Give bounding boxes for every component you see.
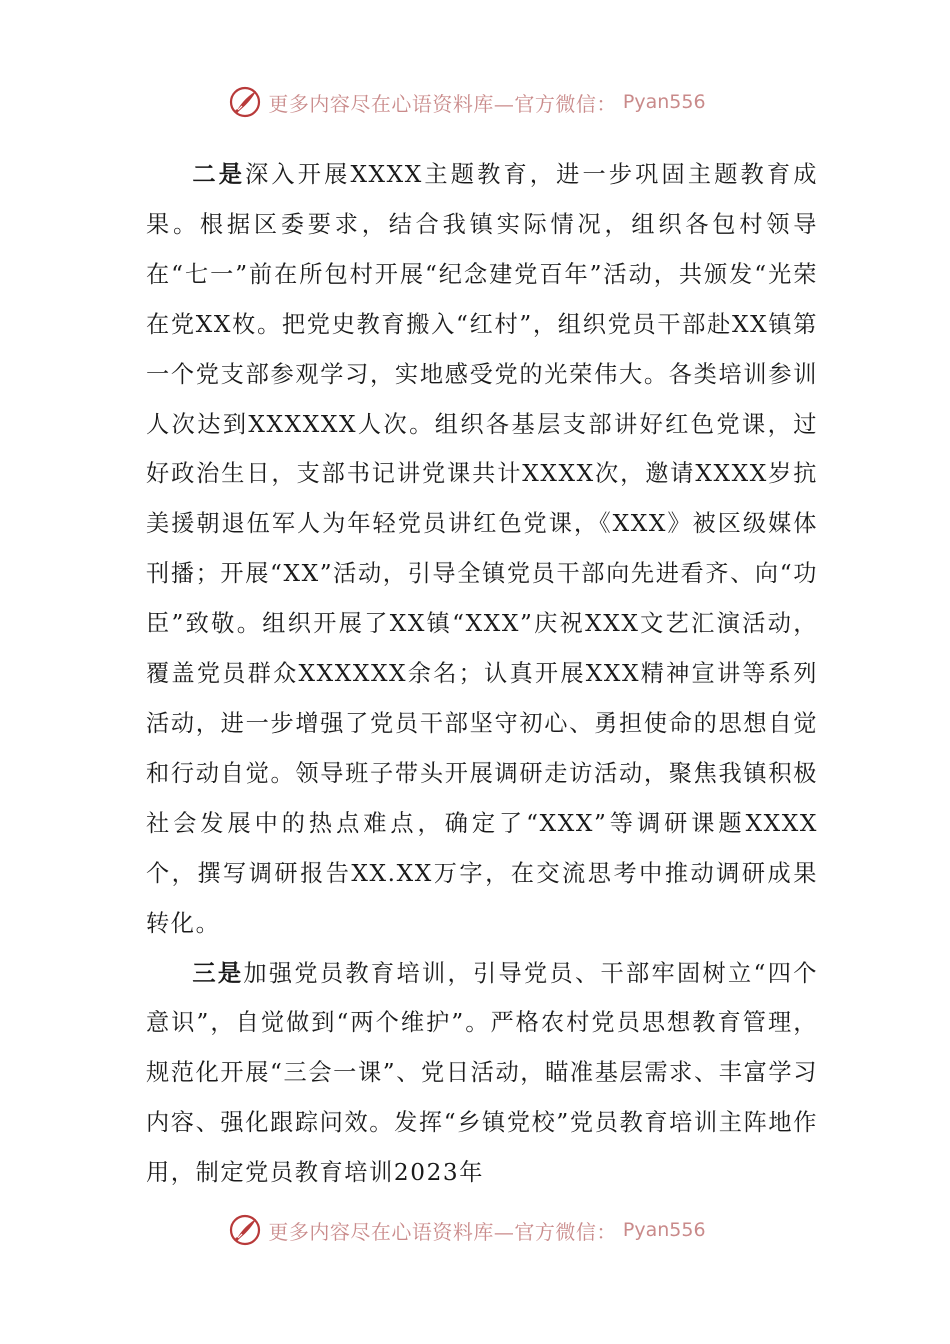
paragraph-three-lead: 三是 xyxy=(192,959,244,987)
header-banner-wechat-id: Pyan556 xyxy=(622,91,706,113)
paragraph-two xyxy=(146,150,818,949)
footer-banner-text: 更多内容尽在心语资料库—官方微信： xyxy=(268,1219,617,1244)
quill-pen-icon xyxy=(228,1213,262,1247)
header-banner-inner xyxy=(228,85,705,119)
footer-banner-wechat-id: Pyan556 xyxy=(622,1219,706,1241)
header-banner-text: 更多内容尽在心语资料库—官方微信： xyxy=(268,91,617,116)
paragraph-three xyxy=(146,949,818,1199)
document-body xyxy=(146,150,818,1198)
header-watermark-banner xyxy=(0,82,950,122)
paragraph-three-text: 加强党员教育培训，引导党员、干部牢固树立“四个意识”，自觉做到“两个维护”。严格农村党员思想教育管理，规范化开展“三会一课”、党日活动，瞄准基层需求、丰富学习内容、强化跟踪问效。发挥“乡镇党校”党员教育培训主阵地作用，制定党员教育培训2023年 xyxy=(146,959,818,1187)
footer-banner-inner xyxy=(228,1213,705,1247)
footer-watermark-banner xyxy=(0,1210,950,1250)
paragraph-two-lead: 二是 xyxy=(192,161,246,188)
paragraph-two-text: 深入开展XXXX主题教育，进一步巩固主题教育成果。根据区委要求，结合我镇实际情况，组织各包村领导在“七一”前在所包村开展“纪念建党百年”活动，共颁发“光荣在党XX枚。把党史教育搬入“红村”，组织党员干部赴XX镇第一个党支部参观学习，实地感受党的光荣伟大。各类培训参训人次达到XXXXXX人次。组织各基层支部讲好红色党课，过好政治生日，支部书记讲党课共计XXXX次，邀请XXXX岁抗美援朝退伍军人为年轻党员讲红色党课，《XXX》被区级媒体刊播；开展“XX”活动，引导全镇党员干部向先进看齐、向“功臣”致敬。组织开展了XX镇“XXX”庆祝XXX文艺汇演活动，覆盖党员群众XXXXXX余名；认真开展XXX精神宣讲等系列活动，进一步增强了党员干部坚守初心、勇担使命的思想自觉和行动自觉。领导班子带头开展调研走访活动，聚焦我镇积极社会发展中的热点难点，确定了“XXX”等调研课题XXXX个，撰写调研报告XX.XX万字，在交流思考中推动调研成果转化。 xyxy=(146,161,819,937)
quill-pen-icon xyxy=(228,85,262,119)
